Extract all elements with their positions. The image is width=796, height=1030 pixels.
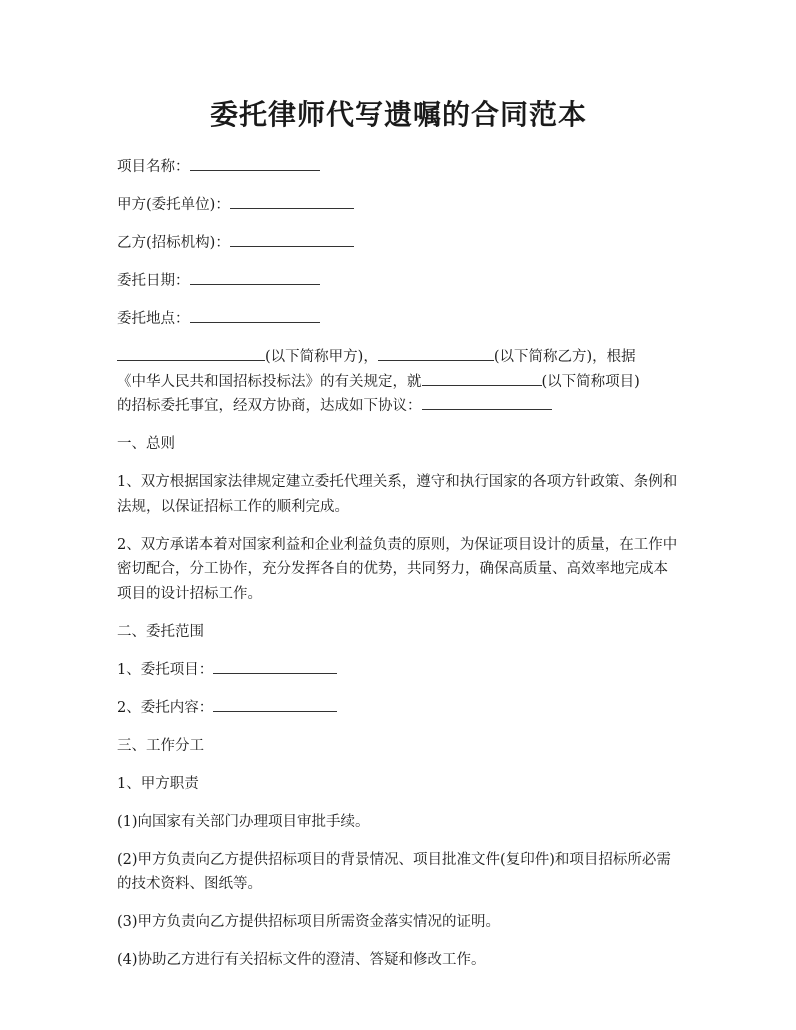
blank-line	[230, 194, 354, 209]
blank-line	[422, 395, 552, 410]
paragraph: 2、双方承诺本着对国家利益和企业利益负责的原则，为保证项目设计的质量，在工作中密切配合，分工协作，充分发挥各自的优势，共同努力，确保高质量、高效率地完成本项目的设计招标工作。	[117, 536, 678, 602]
blank-line	[213, 697, 337, 712]
blank-line	[190, 270, 320, 285]
blank-line	[117, 346, 265, 361]
field-party-b: 乙方(招标机构)：	[117, 231, 680, 256]
scope-item: 2、委托内容：	[117, 696, 680, 721]
section-heading: 三、工作分工	[117, 737, 204, 754]
section-heading: 二、委托范围	[117, 623, 204, 640]
blank-line	[190, 156, 320, 171]
duty-item: (3)甲方负责向乙方提供招标项目所需资金落实情况的证明。	[117, 914, 501, 930]
paragraph: 1、双方根据国家法律规定建立委托代理关系，遵守和执行国家的各项方针政策、条例和法规，以保证招标工作的顺利完成。	[117, 474, 678, 515]
field-project-name: 项目名称：	[117, 155, 680, 180]
field-party-a: 甲方(委托单位)：	[117, 193, 680, 218]
blank-line	[230, 232, 354, 247]
intro-paragraph: (以下简称甲方)， (以下简称乙方)，根据 《中华人民共和国招标投标法》的有关规定，就 (以下简称项目) 的招标委托事宜，经双方协商，达成如下协议：	[117, 345, 680, 419]
scope-item: 1、委托项目：	[117, 658, 680, 683]
duty-item: (2)甲方负责向乙方提供招标项目的背景情况、项目批准文件(复印件)和项目招标所必需的技术资料、图纸等。	[117, 851, 671, 892]
duty-item: (1)向国家有关部门办理项目审批手续。	[117, 813, 370, 830]
subheading: 1、甲方职责	[117, 775, 199, 792]
document-title: 委托律师代写遗嘱的合同范本	[209, 98, 587, 131]
field-place: 委托地点：	[117, 307, 680, 332]
blank-line	[422, 371, 542, 386]
section-heading: 一、总则	[117, 436, 175, 452]
blank-line	[378, 346, 494, 361]
duty-item: (4)协助乙方进行有关招标文件的澄清、答疑和修改工作。	[117, 952, 486, 968]
blank-line	[190, 308, 320, 323]
field-date: 委托日期：	[117, 269, 680, 294]
blank-line	[213, 659, 337, 674]
